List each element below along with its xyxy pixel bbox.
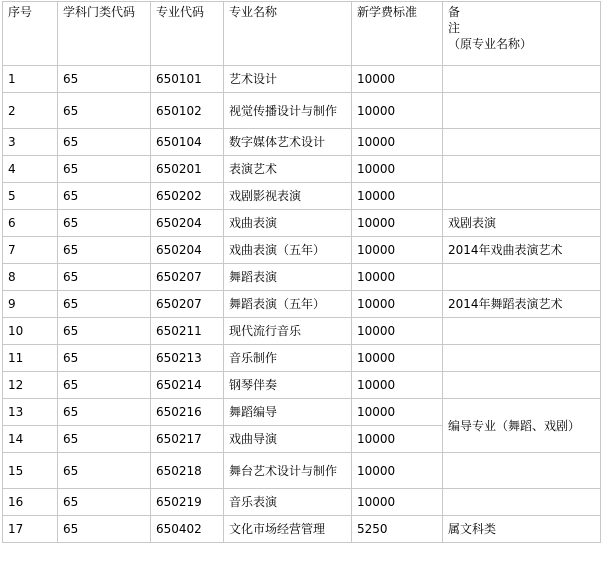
cell-major-code: 650102	[151, 93, 224, 129]
cell-fee: 5250	[352, 516, 443, 543]
tuition-table	[2, 1, 601, 543]
table-row	[3, 318, 601, 345]
cell-seq: 17	[3, 516, 58, 543]
cell-category-code: 65	[58, 129, 151, 156]
cell-major-code: 650211	[151, 318, 224, 345]
cell-remark	[443, 453, 601, 489]
table-row	[3, 66, 601, 93]
cell-major-name: 舞台艺术设计与制作	[224, 453, 352, 489]
cell-fee: 10000	[352, 291, 443, 318]
cell-major-name: 文化市场经营管理	[224, 516, 352, 543]
cell-seq: 15	[3, 453, 58, 489]
table-row	[3, 489, 601, 516]
table-row	[3, 516, 601, 543]
cell-major-name: 舞蹈表演	[224, 264, 352, 291]
header-remark-line3: （原专业名称）	[448, 37, 533, 51]
cell-seq: 7	[3, 237, 58, 264]
cell-seq: 14	[3, 426, 58, 453]
cell-fee: 10000	[352, 210, 443, 237]
cell-major-name: 艺术设计	[224, 66, 352, 93]
cell-major-code: 650204	[151, 237, 224, 264]
cell-major-name: 钢琴伴奏	[224, 372, 352, 399]
cell-category-code: 65	[58, 264, 151, 291]
cell-seq: 13	[3, 399, 58, 426]
table-row	[3, 372, 601, 399]
cell-seq: 3	[3, 129, 58, 156]
cell-fee: 10000	[352, 129, 443, 156]
cell-remark	[443, 93, 601, 129]
cell-seq: 8	[3, 264, 58, 291]
table-row	[3, 183, 601, 210]
cell-major-name: 戏剧影视表演	[224, 183, 352, 210]
cell-fee: 10000	[352, 66, 443, 93]
cell-major-code: 650204	[151, 210, 224, 237]
table-row	[3, 156, 601, 183]
cell-major-name: 表演艺术	[224, 156, 352, 183]
table-row	[3, 291, 601, 318]
cell-fee: 10000	[352, 399, 443, 426]
cell-remark	[443, 129, 601, 156]
cell-seq: 12	[3, 372, 58, 399]
cell-category-code: 65	[58, 426, 151, 453]
cell-major-name: 现代流行音乐	[224, 318, 352, 345]
table-row	[3, 399, 601, 426]
table-row	[3, 129, 601, 156]
cell-fee: 10000	[352, 156, 443, 183]
cell-remark	[443, 489, 601, 516]
cell-category-code: 65	[58, 237, 151, 264]
cell-major-code: 650213	[151, 345, 224, 372]
header-major-code: 专业代码	[151, 2, 224, 66]
cell-major-name: 舞蹈表演（五年）	[224, 291, 352, 318]
header-remark	[443, 2, 601, 66]
table-row	[3, 93, 601, 129]
cell-major-name: 音乐制作	[224, 345, 352, 372]
cell-major-name: 视觉传播设计与制作	[224, 93, 352, 129]
cell-remark: 2014年戏曲表演艺术	[443, 237, 601, 264]
cell-fee: 10000	[352, 93, 443, 129]
cell-remark	[443, 264, 601, 291]
cell-fee: 10000	[352, 183, 443, 210]
cell-category-code: 65	[58, 453, 151, 489]
header-seq: 序号	[3, 2, 58, 66]
cell-category-code: 65	[58, 372, 151, 399]
cell-remark	[443, 156, 601, 183]
cell-major-code: 650216	[151, 399, 224, 426]
cell-seq: 1	[3, 66, 58, 93]
header-major-name: 专业名称	[224, 2, 352, 66]
cell-remark-merged: 编导专业（舞蹈、戏剧）	[443, 399, 601, 453]
cell-category-code: 65	[58, 156, 151, 183]
cell-seq: 11	[3, 345, 58, 372]
cell-seq: 2	[3, 93, 58, 129]
cell-seq: 5	[3, 183, 58, 210]
cell-major-name: 戏曲导演	[224, 426, 352, 453]
cell-major-code: 650207	[151, 264, 224, 291]
cell-major-code: 650219	[151, 489, 224, 516]
cell-seq: 9	[3, 291, 58, 318]
cell-remark: 戏剧表演	[443, 210, 601, 237]
cell-category-code: 65	[58, 489, 151, 516]
cell-category-code: 65	[58, 183, 151, 210]
cell-fee: 10000	[352, 372, 443, 399]
cell-category-code: 65	[58, 210, 151, 237]
cell-major-code: 650218	[151, 453, 224, 489]
table-header-row	[3, 2, 601, 66]
cell-category-code: 65	[58, 399, 151, 426]
table-row	[3, 237, 601, 264]
cell-remark: 2014年舞蹈表演艺术	[443, 291, 601, 318]
cell-major-name: 戏曲表演（五年）	[224, 237, 352, 264]
cell-fee: 10000	[352, 264, 443, 291]
cell-seq: 4	[3, 156, 58, 183]
cell-remark: 属文科类	[443, 516, 601, 543]
cell-major-code: 650202	[151, 183, 224, 210]
header-remark-line2: 注	[448, 21, 461, 35]
cell-remark	[443, 345, 601, 372]
cell-major-code: 650201	[151, 156, 224, 183]
cell-category-code: 65	[58, 516, 151, 543]
cell-fee: 10000	[352, 345, 443, 372]
cell-major-code: 650217	[151, 426, 224, 453]
cell-category-code: 65	[58, 345, 151, 372]
header-remark-line1: 备	[448, 5, 461, 19]
cell-major-code: 650101	[151, 66, 224, 93]
cell-seq: 16	[3, 489, 58, 516]
cell-remark	[443, 318, 601, 345]
cell-category-code: 65	[58, 93, 151, 129]
cell-major-code: 650402	[151, 516, 224, 543]
table-row	[3, 210, 601, 237]
cell-fee: 10000	[352, 318, 443, 345]
cell-category-code: 65	[58, 66, 151, 93]
table-row	[3, 453, 601, 489]
cell-category-code: 65	[58, 318, 151, 345]
cell-major-name: 数字媒体艺术设计	[224, 129, 352, 156]
header-new-fee: 新学费标准	[352, 2, 443, 66]
cell-fee: 10000	[352, 453, 443, 489]
cell-fee: 10000	[352, 489, 443, 516]
cell-remark	[443, 372, 601, 399]
cell-fee: 10000	[352, 237, 443, 264]
table-row	[3, 264, 601, 291]
cell-seq: 10	[3, 318, 58, 345]
cell-seq: 6	[3, 210, 58, 237]
cell-major-name: 舞蹈编导	[224, 399, 352, 426]
cell-major-code: 650104	[151, 129, 224, 156]
cell-major-code: 650214	[151, 372, 224, 399]
cell-remark	[443, 183, 601, 210]
cell-major-code: 650207	[151, 291, 224, 318]
cell-major-name: 音乐表演	[224, 489, 352, 516]
cell-category-code: 65	[58, 291, 151, 318]
header-category-code: 学科门类代码	[58, 2, 151, 66]
cell-major-name: 戏曲表演	[224, 210, 352, 237]
cell-remark	[443, 66, 601, 93]
cell-fee: 10000	[352, 426, 443, 453]
table-row	[3, 345, 601, 372]
